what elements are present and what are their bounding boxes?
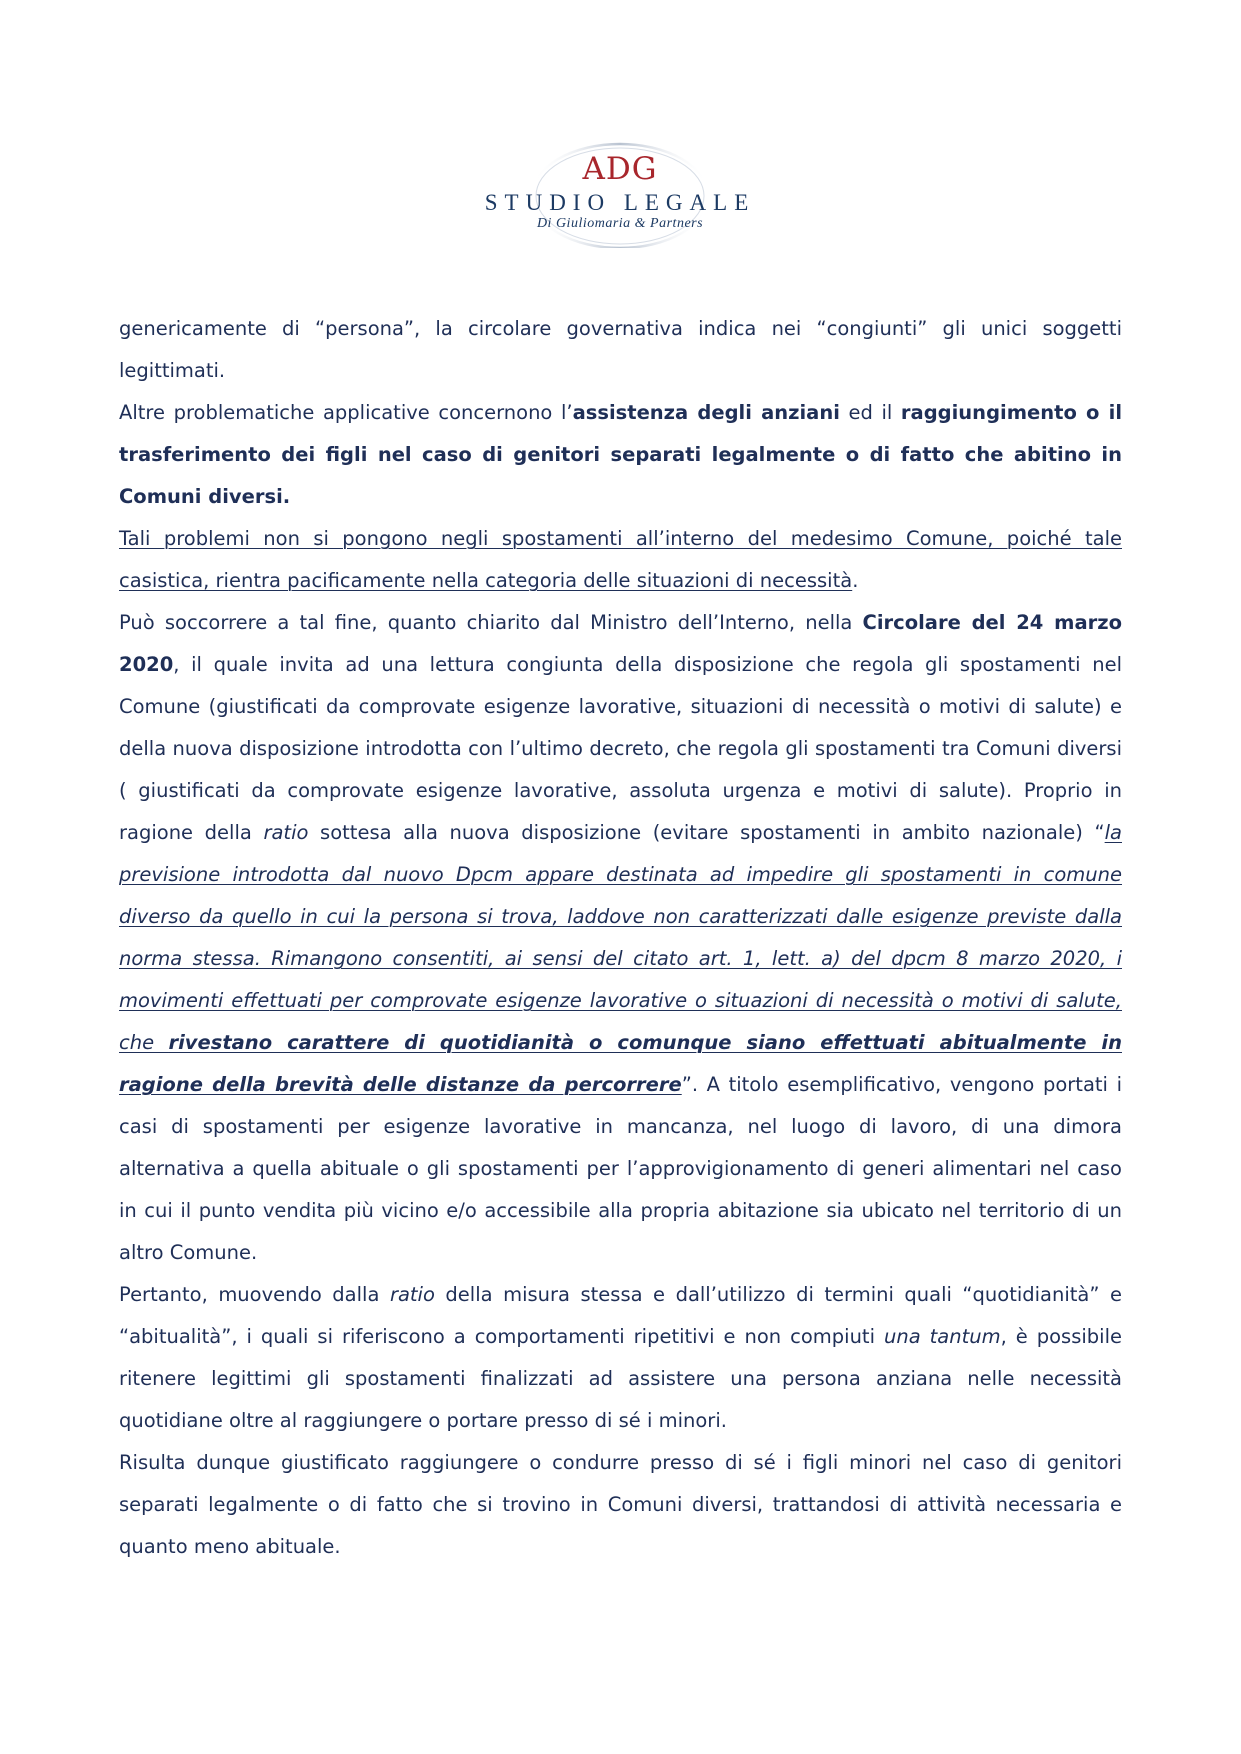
- paragraph-3: [119, 518, 1122, 602]
- logo-subtitle: Di Giuliomaria & Partners: [536, 216, 704, 231]
- bold-run: raggiungimento o il trasferimento dei figli nel caso di genitori separati legalmente o di fatto che abitino in Comuni diversi.: [119, 401, 1122, 508]
- underlined-run: Tali problemi non si pongono negli spostamenti all’interno del medesimo Comune, poiché tale casistica, rientra pacificamente nella categoria delle situazioni di necessità: [119, 527, 1122, 592]
- text-run: , è possibile ritenere legittimi gli spostamenti finalizzati ad assistere una persona anziana nelle necessità quotidiane oltre al raggiungere o portare presso di sé i minori.: [119, 1325, 1122, 1432]
- italic-run: ratio: [389, 1283, 435, 1306]
- text-run: ed il: [839, 401, 901, 424]
- paragraph-6-text: Risulta dunque giustificato raggiungere o condurre presso di sé i figli minori nel caso di genitori separati legalmente o di fatto che si trovino in Comuni diversi, trattandosi di attività necessaria e quanto meno abituale.: [119, 1451, 1122, 1558]
- italic-run: ratio: [263, 821, 309, 844]
- quoted-citation: la previsione introdotta dal nuovo Dpcm appare destinata ad impedire gli spostamenti in comune diverso da quello in cui la persona si trova, laddove non caratterizzati dalle esigenze previste dalla norma stessa. Rimangono consentiti, ai sensi del citato art. 1, lett. a) del dpcm 8 marzo 2020, i movimenti effettuati per comprovate esigenze lavorative o situazioni di necessità o motivi di salute, che: [119, 821, 1122, 1054]
- text-run: Può soccorrere a tal fine, quanto chiarito dal Ministro dell’Interno, nella: [119, 611, 863, 634]
- italic-run: una tantum: [883, 1325, 1001, 1348]
- text-run: .: [852, 569, 859, 592]
- text-run: sottesa alla nuova disposizione (evitare spostamenti in ambito nazionale) “: [308, 821, 1105, 844]
- paragraph-2: [119, 392, 1122, 518]
- text-run: della misura stessa e dall’utilizzo di termini quali “quotidianità” e “abitualità”, i quali si riferiscono a comportamenti ripetitivi e non compiuti: [119, 1283, 1122, 1348]
- paragraph-1-text: genericamente di “persona”, la circolare governativa indica nei “congiunti” gli unici soggetti legittimati.: [119, 317, 1122, 382]
- paragraph-1: [119, 308, 1122, 392]
- text-run: , il quale invita ad una lettura congiunta della disposizione che regola gli spostamenti nel Comune (giustificati da comprovate esigenze lavorative, situazioni di necessità o motivi di salute) e della nuova disposizione introdotta con l’ultimo decreto, che regola gli spostamenti tra Comuni diversi ( giustificati da comprovate esigenze lavorative, assoluta urgenza e motivi di salute). Proprio in ragione della: [119, 653, 1122, 844]
- paragraph-4: [119, 602, 1122, 1274]
- bold-run: Circolare del 24 marzo 2020: [119, 611, 1122, 676]
- quoted-citation-emphasis: rivestano carattere di quotidianità o comunque siano effettuati abitualmente in ragione della brevità delle distanze da percorrere: [119, 1031, 1122, 1096]
- bold-run: assistenza degli anziani: [572, 401, 840, 424]
- logo-brand: ADG: [582, 151, 658, 187]
- text-run: Pertanto, muovendo dalla: [119, 1283, 390, 1306]
- logo-name: STUDIO LEGALE: [484, 190, 756, 215]
- studio-logo: [440, 138, 800, 248]
- text-run: Altre problematiche applicative concernono l’: [119, 401, 573, 424]
- paragraph-6: [119, 1442, 1122, 1568]
- text-run: ”. A titolo esemplificativo, vengono portati i casi di spostamenti per esigenze lavorative in mancanza, nel luogo di lavoro, di una dimora alternativa a quella abituale o gli spostamenti per l’approvigionamento di generi alimentari nel caso in cui il punto vendita più vicino e/o accessibile alla propria abitazione sia ubicato nel territorio di un altro Comune.: [119, 1073, 1123, 1264]
- paragraph-5: [119, 1274, 1122, 1442]
- document-body: [119, 308, 1122, 1568]
